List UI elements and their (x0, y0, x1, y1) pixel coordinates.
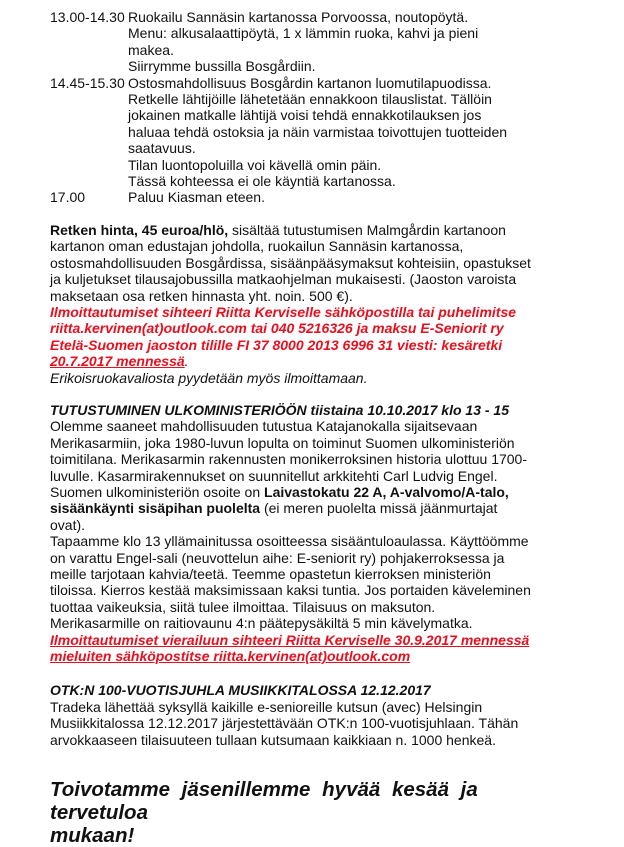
address: Laivastokatu 22 A, A-valvomo/A-talo, (264, 483, 509, 500)
price-lead: Retken hinta, 45 euroa/hlö, (50, 221, 229, 238)
schedule-time: 13.00-14.30 (50, 9, 125, 25)
address-note: ovat). (50, 516, 86, 533)
entrance: sisäänkäynti sisäpihan puolelta (50, 500, 261, 517)
price-line: ostosmahdollisuuden Bosgårdissa, sisäänpääsymaksut kohteisiin, opastukset (50, 254, 531, 271)
ministry-line: Olemme saaneet mahdollisuuden tutustua Katajanokalla sijaitsevaan (50, 418, 478, 435)
price-line: sisältää tutustumisen Malmgårdin kartanoon (228, 221, 506, 238)
schedule-desc (128, 9, 570, 75)
price-line: ja kuljetukset tilausajobussilla matkaohjelman mukaisesti. (Jaoston varoista (50, 271, 517, 288)
schedule-line: haluaa tehdä ostoksia ja näin varmistaa toivottujen tuotteiden (128, 123, 508, 140)
closing-line: Toivotamme jäsenillemme hyvää kesää ja tervetuloa (50, 778, 478, 825)
schedule-line: Tässä kohteessa ei ole käyntiä kartanossa. (128, 173, 396, 190)
otk-section (50, 682, 570, 748)
schedule-time: 14.45-15.30 (50, 74, 125, 91)
registration-line: Etelä-Suomen jaoston tilille FI 37 8000 2013 6996 31 viesti: kesäretki (50, 336, 503, 353)
document-page (50, 9, 570, 847)
ministry-heading-date: tiistaina 10.10.2017 klo 13 - 15 (306, 401, 509, 418)
ministry-line: Tapaamme klo 13 yllämainitussa osoitteessa sisääntuloaulassa. Käyttöömme (50, 533, 529, 550)
schedule-line: Siirrymme bussilla Bosgårdiin. (128, 58, 316, 75)
ministry-line: tiloissa. Kierros kestää maksimissaan kaksi tuntia. Jos portaiden käveleminen (50, 582, 531, 599)
ministry-line: Merikasarmiin, joka 1980-luvun lopulta on toiminut Suomen ulkoministeriön (50, 434, 515, 451)
price-line: kartanon oman edustajan johdolla, ruokailun Sannäsin kartanossa, (50, 238, 464, 255)
address-note: (ei meren puolelta missä jäänmurtajat (260, 500, 498, 517)
address-prefix: Suomen ulkoministeriön osoite on (50, 483, 265, 500)
schedule-line: Ruokailu Sannäsin kartanossa Porvoossa, noutopöytä. (128, 9, 469, 25)
schedule-line: Menu: alkusalaattipöytä, 1 x lämmin ruoka, kahvi ja pieni (128, 25, 479, 42)
otk-line: Musiikkitalossa 12.12.2017 järjestettävään OTK:n 100-vuotisjuhlaan. Tähän (50, 715, 519, 732)
deadline-tail: . (184, 353, 189, 370)
schedule-line: Retkelle lähtijöille lähetetään ennakkoon tilauslistat. Tällöin (128, 91, 492, 108)
otk-line: arvokkaaseen tilaisuuteen tullaan kutsumaan kaikkiaan n. 1000 henkeä. (50, 731, 496, 748)
ministry-line: toimitilana. Merikasarmin rakennusten monikerroksinen historia ulottuu 1700- (50, 451, 528, 468)
schedule-line: jokainen matkalle lähtijä voisi tehdä ennakkotilauksen jos (128, 107, 482, 124)
otk-line: Tradeka lähettää syksyllä kaikille e-senioreille kutsun (avec) Helsingin (50, 698, 483, 715)
schedule-desc (128, 75, 570, 190)
price-section (50, 222, 570, 386)
diet-note: Erikoisruokavaliosta pyydetään myös ilmoittamaan. (50, 369, 368, 386)
deadline: 20.7.2017 mennessä (50, 353, 185, 370)
schedule-item (50, 9, 570, 75)
ministry-registration-email[interactable]: mieluiten sähköpostitse riitta.kervinen(at)outlook.com (50, 648, 411, 665)
schedule-item (50, 189, 570, 205)
schedule-desc (128, 189, 570, 205)
ministry-heading-caps: TUTUSTUMINEN ULKOMINISTERIÖÖN (50, 401, 307, 418)
ministry-line: tuottaa vaikeuksia, siitä tulee ilmoittaa. Tilaisuus on maksuton. (50, 598, 436, 615)
schedule-time: 17.00 (50, 189, 86, 206)
registration-line: Ilmoittautumiset sihteeri Riitta Kerviselle sähköpostilla tai puhelimitse (50, 303, 517, 320)
otk-heading: OTK:N 100-VUOTISJUHLA MUSIIKKITALOSSA 12.12.2017 (50, 682, 431, 699)
schedule-line: makea. (128, 41, 174, 58)
schedule-line: Paluu Kiasman eteen. (128, 189, 265, 206)
ministry-heading (50, 402, 570, 418)
schedule-line: Tilan luontopoluilla voi kävellä omin päin. (128, 156, 382, 173)
ministry-line: meille tarjotaan kahvia/teetä. Teemme opastetun kierroksen ministeriön (50, 566, 491, 582)
closing-greeting (50, 778, 570, 847)
ministry-section (50, 402, 570, 665)
schedule-line: Ostosmahdollisuus Bosgårdin kartanon luomutilapuodissa. (128, 74, 492, 91)
schedule-list (50, 9, 570, 206)
registration-line[interactable]: riitta.kervinen(at)outlook.com tai 040 5216326 ja maksu E-Seniorit ry (50, 320, 504, 337)
schedule-line: saatavuus. (128, 140, 196, 157)
price-line: maksetaan osa retken hinnasta yht. noin. 500 €). (50, 287, 353, 304)
ministry-line: luvulle. Kasarmirakennukset on suunnitellut arkkitehti Carl Ludvig Engel. (50, 467, 498, 484)
ministry-line: Merikasarmille on raitiovaunu 4:n päätepysäkiltä 5 min kävelymatka. (50, 615, 473, 632)
ministry-registration: Ilmoittautumiset vierailuun sihteeri Riitta Kerviselle 30.9.2017 mennessä (50, 631, 530, 648)
closing-line: mukaan! (50, 824, 135, 847)
ministry-line: on varattu Engel-sali (neuvottelun aihe: E-seniorit ry) pohjakerroksessa ja (50, 549, 505, 566)
schedule-item (50, 75, 570, 190)
